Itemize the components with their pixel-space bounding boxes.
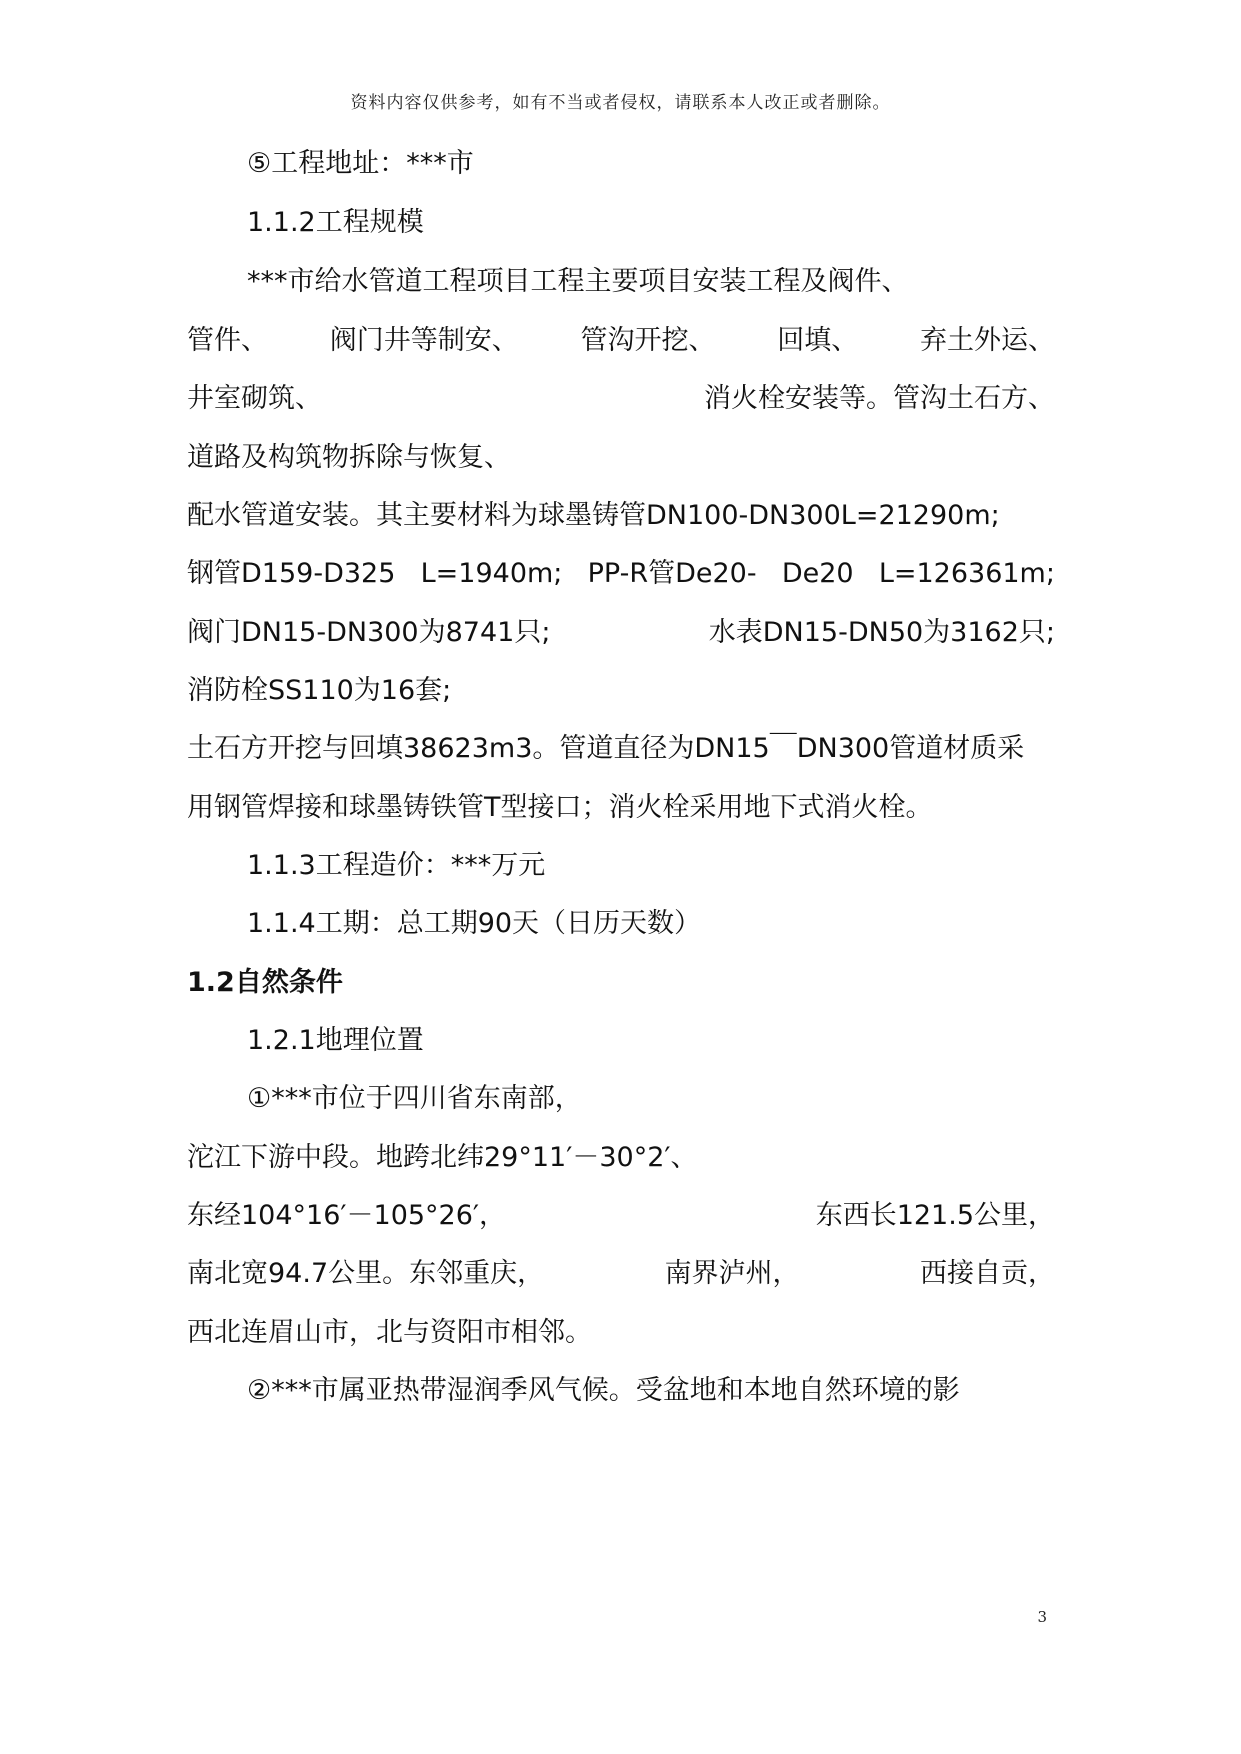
material-item: 钢管D159-D325 bbox=[187, 558, 396, 589]
section-1-2-heading: 1.2自然条件 bbox=[187, 967, 343, 998]
section-1-1-3: 1.1.3工程造价：***万元 bbox=[247, 850, 546, 881]
geo-paragraph-line-1: ①***市位于四川省东南部， bbox=[247, 1083, 582, 1114]
scale-paragraph-line-5: 配水管道安装。其主要材料为球墨铸管DN100-DN300L=21290m; bbox=[187, 500, 1000, 531]
scale-item: 消火栓安装等。管沟土石方、 bbox=[704, 383, 1055, 414]
scale-paragraph-line-3 bbox=[187, 381, 1055, 417]
geo-item: 南界泸州， bbox=[664, 1258, 800, 1289]
geo-paragraph-line-2: 沱江下游中段。地跨北纬29°11′－30°2′、 bbox=[187, 1142, 698, 1173]
material-item: 水表DN15-DN50为3162只; bbox=[708, 617, 1055, 648]
scale-paragraph-line-2 bbox=[187, 323, 1055, 359]
scale-item: 管沟开挖、 bbox=[580, 325, 716, 356]
scale-paragraph-line-6 bbox=[187, 556, 1055, 592]
section-1-1-4: 1.1.4工期：总工期90天（日历天数） bbox=[247, 908, 702, 939]
geo-item: 东经104°16′－105°26′， bbox=[187, 1200, 507, 1231]
scale-paragraph-line-1: ***市给水管道工程项目工程主要项目安装工程及阀件、 bbox=[247, 266, 909, 297]
geo-paragraph-line-3 bbox=[187, 1198, 1055, 1234]
geo-paragraph-line-5: 西北连眉山市，北与资阳市相邻。 bbox=[187, 1317, 592, 1348]
material-item: 阀门DN15-DN300为8741只; bbox=[187, 617, 551, 648]
material-item: L=1940m; bbox=[420, 558, 563, 589]
material-item: PP-R管De20- bbox=[587, 558, 757, 589]
section-1-2-1-title: 1.2.1地理位置 bbox=[247, 1025, 424, 1056]
scale-item: 管件、 bbox=[187, 325, 268, 356]
scale-paragraph-line-8: 消防栓SS110为16套; bbox=[187, 675, 452, 706]
scale-item: 回填、 bbox=[777, 325, 859, 356]
geo-item: 西接自贡， bbox=[920, 1258, 1055, 1289]
geo-paragraph-line-4 bbox=[187, 1256, 1055, 1292]
scale-paragraph-line-10: 用钢管焊接和球墨铸铁管T型接口；消火栓采用地下式消火栓。 bbox=[187, 792, 933, 823]
scale-item: 井室砌筑、 bbox=[187, 383, 322, 414]
section-1-1-2-title: 1.1.2工程规模 bbox=[247, 207, 424, 238]
material-item: L=126361m; bbox=[878, 558, 1055, 589]
scale-paragraph-line-4: 道路及构筑物拆除与恢复、 bbox=[187, 442, 511, 473]
page-number: 3 bbox=[1037, 1608, 1047, 1626]
scale-paragraph-line-9: 土石方开挖与回填38623m3。管道直径为DN15￣DN300管道材质采 bbox=[187, 733, 1025, 764]
header-disclaimer: 资料内容仅供参考，如有不当或者侵权，请联系本人改正或者删除。 bbox=[350, 93, 891, 113]
scale-item: 阀门井等制安、 bbox=[329, 325, 519, 356]
address-line: ⑤工程地址：***市 bbox=[247, 148, 474, 179]
geo-item: 南北宽94.7公里。东邻重庆， bbox=[187, 1258, 545, 1289]
scale-paragraph-line-7 bbox=[187, 615, 1055, 651]
material-item: De20 bbox=[781, 558, 854, 589]
scale-item: 弃土外运、 bbox=[920, 325, 1055, 356]
climate-line: ②***市属亚热带湿润季风气候。受盆地和本地自然环境的影 bbox=[247, 1375, 960, 1406]
geo-item: 东西长121.5公里， bbox=[815, 1200, 1055, 1231]
